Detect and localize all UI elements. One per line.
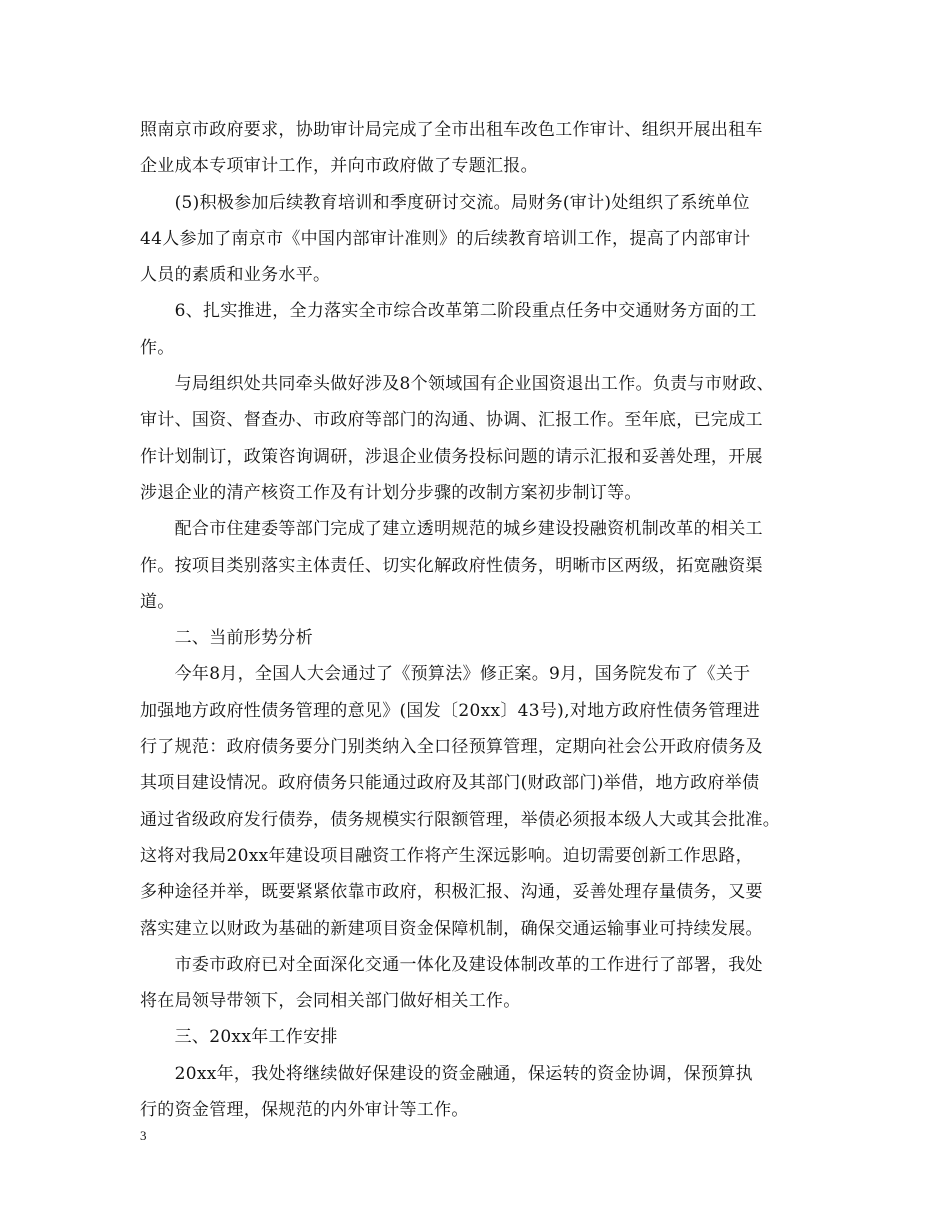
section-heading: 二、当前形势分析	[140, 628, 313, 649]
text-line: 20xx年，我处将继续做好保建设的资金融通，保运转的资金协调，保预算执	[140, 1063, 753, 1084]
text-line: 作。按项目类别落实主体责任、切实化解政府性债务，明晰市区两级，拓宽融资渠	[140, 555, 763, 576]
text-line: 通过省级政府发行债券，债务规模实行限额管理，举债必须报本级人大或其会批准。	[140, 809, 781, 830]
text-line: 落实建立以财政为基础的新建项目资金保障机制，确保交通运输事业可持续发展。	[140, 918, 763, 939]
text-line: 加强地方政府性债务管理的意见》(国发〔20xx〕43号),对地方政府性债务管理进	[140, 700, 761, 721]
text-line: 人员的素质和业务水平。	[140, 265, 331, 286]
text-line: 这将对我局20xx年建设项目融资工作将产生深远影响。迫切需要创新工作思路，	[140, 845, 753, 866]
text-line: 企业成本专项审计工作，并向市政府做了专题汇报。	[140, 156, 538, 177]
text-line: 作。	[140, 337, 175, 358]
text-line: 行了规范：政府债务要分门别类纳入全口径预算管理，定期向社会公开政府债务及	[140, 737, 763, 758]
text-line: 涉退企业的清产核资工作及有计划分步骤的改制方案初步制订等。	[140, 482, 642, 503]
text-line: 行的资金管理，保规范的内外审计等工作。	[140, 1100, 469, 1121]
text-line: 与局组织处共同牵头做好涉及8个领域国有企业国资退出工作。负责与市财政、	[140, 374, 774, 395]
text-line: 照南京市政府要求，协助审计局完成了全市出租车改色工作审计、组织开展出租车	[140, 120, 763, 140]
text-line: 审计、国资、督查办、市政府等部门的沟通、协调、汇报工作。至年底，已完成工	[140, 410, 763, 431]
text-line: 其项目建设情况。政府债务只能通过政府及其部门(财政部门)举借，地方政府举债	[140, 773, 760, 794]
text-line: 44人参加了南京市《中国内部审计准则》的后续教育培训工作，提高了内部审计	[140, 228, 751, 249]
text-line: 作计划制订，政策咨询调研，涉退企业债务投标问题的请示汇报和妥善处理，开展	[140, 446, 763, 467]
text-line: 6、扎实推进，全力落实全市综合改革第二阶段重点任务中交通财务方面的工	[140, 301, 757, 322]
text-line: 配合市住建委等部门完成了建立透明规范的城乡建设投融资机制改革的相关工	[140, 519, 763, 540]
text-line: 多种途径并举，既要紧紧依靠市政府，积极汇报、沟通，妥善处理存量债务，又要	[140, 882, 763, 903]
page-number: 3	[140, 1128, 147, 1143]
text-line: 将在局领导带领下，会同相关部门做好相关工作。	[140, 991, 521, 1012]
section-heading: 三、20xx年工作安排	[140, 1027, 338, 1048]
text-line: (5)积极参加后续教育培训和季度研讨交流。局财务(审计)处组织了系统单位	[140, 192, 750, 213]
text-line: 道。	[140, 591, 175, 612]
text-line: 市委市政府已对全面深化交通一体化及建设体制改革的工作进行了部署，我处	[140, 954, 763, 975]
document-body	[140, 112, 820, 1128]
text-line: 今年8月，全国人大会通过了《预算法》修正案。9月，国务院发布了《关于	[140, 664, 751, 685]
